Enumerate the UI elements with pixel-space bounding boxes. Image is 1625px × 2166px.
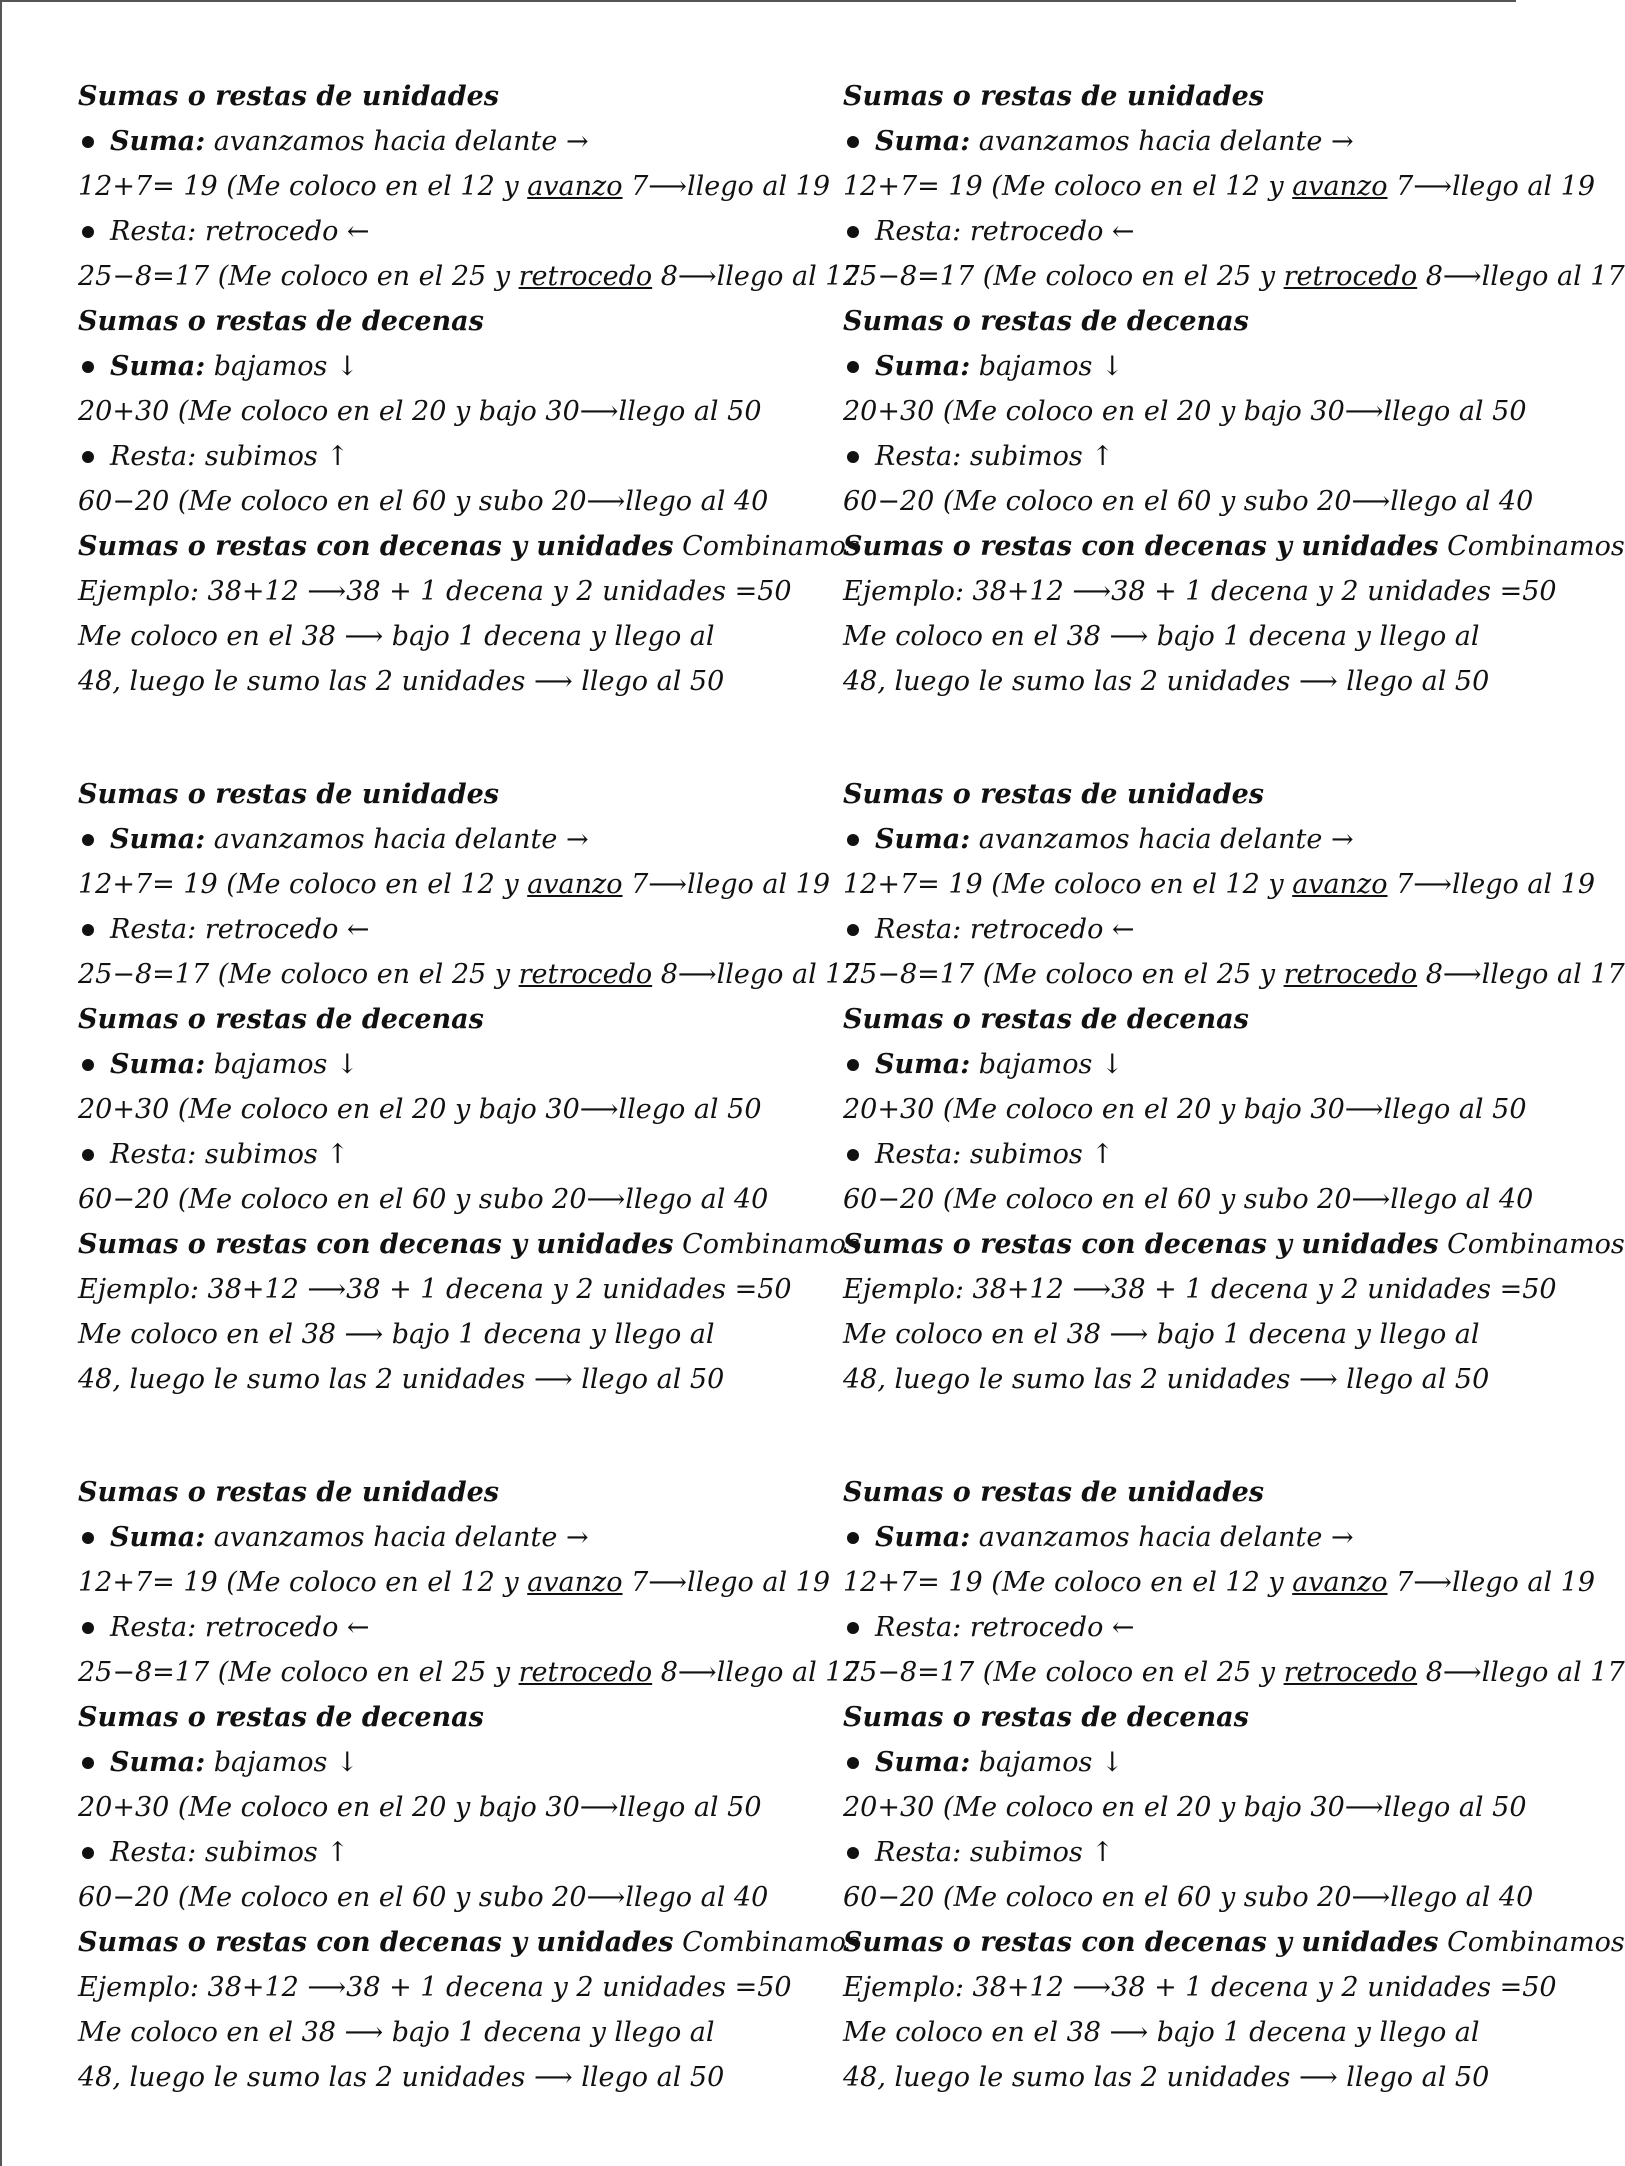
suma-description: bajamos ↓ bbox=[978, 1049, 1124, 1080]
heading-units: Sumas o restas de unidades bbox=[843, 1477, 1264, 1508]
bullet-dot-icon bbox=[82, 451, 94, 463]
suma-label: Suma: bbox=[110, 1522, 206, 1553]
suma-description: bajamos ↓ bbox=[978, 351, 1124, 382]
underlined-word: retrocedo bbox=[518, 261, 653, 292]
example-text: 8⟶llego al 17 bbox=[1417, 959, 1625, 990]
suma-label: Suma: bbox=[110, 1747, 206, 1778]
page-border-top bbox=[0, 0, 1516, 2]
note-card-3 bbox=[78, 772, 860, 1402]
bullet-suma-tens bbox=[843, 1042, 1523, 1087]
bullet-dot-icon bbox=[82, 834, 94, 846]
heading-units: Sumas o restas de unidades bbox=[78, 1477, 499, 1508]
suma-description: avanzamos hacia delante → bbox=[213, 126, 589, 157]
example-text: 8⟶llego al 17 bbox=[1417, 261, 1625, 292]
example-suma-units bbox=[78, 164, 831, 209]
bullet-dot-icon bbox=[847, 451, 859, 463]
suma-label: Suma: bbox=[875, 1049, 971, 1080]
bullet-suma-units bbox=[843, 1515, 1523, 1560]
underlined-word: avanzo bbox=[527, 869, 623, 900]
example-text: 12+7= 19 (Me coloco en el 12 y bbox=[843, 869, 1293, 900]
bullet-resta-tens bbox=[78, 1830, 758, 1875]
bullet-suma-units bbox=[843, 119, 1523, 164]
example-suma-tens: 20+30 (Me coloco en el 20 y bajo 30⟶llego al 50 bbox=[78, 396, 762, 427]
underlined-word: retrocedo bbox=[518, 959, 653, 990]
example-suma-units bbox=[843, 1560, 1596, 1605]
example-suma-units bbox=[843, 164, 1596, 209]
heading-tens: Sumas o restas de decenas bbox=[78, 1004, 484, 1035]
resta-description: subimos ↑ bbox=[204, 441, 349, 472]
heading-combined-title: Sumas o restas con decenas y unidades bbox=[843, 531, 1439, 562]
bullet-dot-icon bbox=[82, 361, 94, 373]
heading-tens: Sumas o restas de decenas bbox=[78, 306, 484, 337]
bullet-dot-icon bbox=[82, 924, 94, 936]
suma-label: Suma: bbox=[875, 126, 971, 157]
suma-description: bajamos ↓ bbox=[213, 1747, 359, 1778]
example-text: 7⟶llego al 19 bbox=[622, 869, 831, 900]
bullet-suma-tens bbox=[78, 1042, 758, 1087]
heading-tens: Sumas o restas de decenas bbox=[843, 1004, 1249, 1035]
heading-combined bbox=[78, 1920, 860, 1965]
heading-combined-tail: Combinamos bbox=[1438, 531, 1625, 562]
resta-description: retrocedo ← bbox=[204, 1612, 370, 1643]
suma-description: bajamos ↓ bbox=[213, 351, 359, 382]
bullet-dot-icon bbox=[82, 1059, 94, 1071]
example-text: 7⟶llego al 19 bbox=[622, 1567, 831, 1598]
example-suma-units bbox=[78, 862, 831, 907]
example-combined-explanation: Me coloco en el 38 ⟶ bajo 1 decena y llego al 48, luego le sumo las 2 unidades ⟶ llego al 50 bbox=[78, 621, 725, 697]
bullet-suma-units bbox=[78, 817, 758, 862]
example-combined-explanation: Me coloco en el 38 ⟶ bajo 1 decena y llego al 48, luego le sumo las 2 unidades ⟶ llego al 50 bbox=[78, 2017, 725, 2093]
page-border-left bbox=[0, 0, 2, 2166]
example-combined: Ejemplo: 38+12 ⟶38 + 1 decena y 2 unidades =50 bbox=[843, 1274, 1557, 1305]
resta-label: Resta: bbox=[110, 1612, 197, 1643]
example-resta-tens: 60−20 (Me coloco en el 60 y subo 20⟶llego al 40 bbox=[843, 486, 1534, 517]
example-combined: Ejemplo: 38+12 ⟶38 + 1 decena y 2 unidades =50 bbox=[78, 1274, 792, 1305]
bullet-resta-units bbox=[78, 1605, 758, 1650]
resta-description: retrocedo ← bbox=[204, 216, 370, 247]
example-suma-units bbox=[843, 862, 1596, 907]
bullet-dot-icon bbox=[847, 1059, 859, 1071]
underlined-word: avanzo bbox=[1292, 1567, 1388, 1598]
example-resta-units bbox=[78, 952, 860, 997]
note-card-6 bbox=[843, 1470, 1625, 2100]
resta-label: Resta: bbox=[875, 1837, 962, 1868]
example-text: 8⟶llego al 17 bbox=[652, 1657, 860, 1688]
resta-description: retrocedo ← bbox=[204, 914, 370, 945]
example-suma-tens: 20+30 (Me coloco en el 20 y bajo 30⟶llego al 50 bbox=[843, 1094, 1527, 1125]
heading-combined-tail: Combinamos bbox=[673, 1229, 860, 1260]
heading-combined-tail: Combinamos bbox=[1438, 1229, 1625, 1260]
example-resta-tens: 60−20 (Me coloco en el 60 y subo 20⟶llego al 40 bbox=[78, 486, 769, 517]
example-text: 8⟶llego al 17 bbox=[652, 959, 860, 990]
example-combined: Ejemplo: 38+12 ⟶38 + 1 decena y 2 unidades =50 bbox=[78, 1972, 792, 2003]
example-combined-explanation: Me coloco en el 38 ⟶ bajo 1 decena y llego al 48, luego le sumo las 2 unidades ⟶ llego al 50 bbox=[843, 621, 1490, 697]
example-resta-units bbox=[843, 952, 1625, 997]
suma-label: Suma: bbox=[875, 1522, 971, 1553]
resta-label: Resta: bbox=[875, 216, 962, 247]
bullet-dot-icon bbox=[82, 1847, 94, 1859]
heading-units: Sumas o restas de unidades bbox=[843, 779, 1264, 810]
example-resta-tens: 60−20 (Me coloco en el 60 y subo 20⟶llego al 40 bbox=[78, 1184, 769, 1215]
note-card-2 bbox=[843, 74, 1625, 704]
heading-units: Sumas o restas de unidades bbox=[843, 81, 1264, 112]
bullet-suma-tens bbox=[78, 1740, 758, 1785]
example-suma-tens: 20+30 (Me coloco en el 20 y bajo 30⟶llego al 50 bbox=[843, 396, 1527, 427]
bullet-resta-tens bbox=[78, 434, 758, 479]
suma-description: avanzamos hacia delante → bbox=[213, 824, 589, 855]
example-suma-tens: 20+30 (Me coloco en el 20 y bajo 30⟶llego al 50 bbox=[78, 1792, 762, 1823]
example-suma-tens: 20+30 (Me coloco en el 20 y bajo 30⟶llego al 50 bbox=[843, 1792, 1527, 1823]
resta-description: retrocedo ← bbox=[969, 914, 1135, 945]
example-text: 12+7= 19 (Me coloco en el 12 y bbox=[78, 1567, 528, 1598]
example-text: 12+7= 19 (Me coloco en el 12 y bbox=[78, 869, 528, 900]
heading-combined-title: Sumas o restas con decenas y unidades bbox=[78, 1229, 674, 1260]
bullet-suma-tens bbox=[843, 1740, 1523, 1785]
bullet-dot-icon bbox=[847, 1532, 859, 1544]
bullet-resta-tens bbox=[843, 1132, 1523, 1177]
example-combined: Ejemplo: 38+12 ⟶38 + 1 decena y 2 unidades =50 bbox=[843, 1972, 1557, 2003]
resta-label: Resta: bbox=[875, 441, 962, 472]
bullet-dot-icon bbox=[82, 1622, 94, 1634]
example-text: 12+7= 19 (Me coloco en el 12 y bbox=[843, 171, 1293, 202]
underlined-word: retrocedo bbox=[1283, 1657, 1418, 1688]
example-text: 7⟶llego al 19 bbox=[1387, 869, 1596, 900]
suma-label: Suma: bbox=[875, 351, 971, 382]
example-text: 25−8=17 (Me coloco en el 25 y bbox=[78, 261, 519, 292]
heading-combined-tail: Combinamos bbox=[1438, 1927, 1625, 1958]
heading-combined-tail: Combinamos bbox=[673, 1927, 860, 1958]
heading-combined-title: Sumas o restas con decenas y unidades bbox=[843, 1229, 1439, 1260]
resta-description: subimos ↑ bbox=[204, 1837, 349, 1868]
underlined-word: avanzo bbox=[1292, 869, 1388, 900]
resta-label: Resta: bbox=[110, 216, 197, 247]
note-card-1 bbox=[78, 74, 860, 704]
example-text: 25−8=17 (Me coloco en el 25 y bbox=[78, 1657, 519, 1688]
example-combined-explanation: Me coloco en el 38 ⟶ bajo 1 decena y llego al 48, luego le sumo las 2 unidades ⟶ llego al 50 bbox=[843, 1319, 1490, 1395]
bullet-dot-icon bbox=[847, 924, 859, 936]
example-text: 8⟶llego al 17 bbox=[652, 261, 860, 292]
note-card-5 bbox=[78, 1470, 860, 2100]
example-combined-explanation: Me coloco en el 38 ⟶ bajo 1 decena y llego al 48, luego le sumo las 2 unidades ⟶ llego al 50 bbox=[78, 1319, 725, 1395]
bullet-dot-icon bbox=[847, 1757, 859, 1769]
underlined-word: retrocedo bbox=[1283, 959, 1418, 990]
example-resta-tens: 60−20 (Me coloco en el 60 y subo 20⟶llego al 40 bbox=[843, 1882, 1534, 1913]
example-text: 7⟶llego al 19 bbox=[622, 171, 831, 202]
heading-combined-tail: Combinamos bbox=[673, 531, 860, 562]
underlined-word: avanzo bbox=[527, 171, 623, 202]
example-resta-units bbox=[843, 1650, 1625, 1695]
resta-label: Resta: bbox=[875, 914, 962, 945]
bullet-dot-icon bbox=[82, 136, 94, 148]
bullet-dot-icon bbox=[847, 361, 859, 373]
bullet-dot-icon bbox=[847, 226, 859, 238]
heading-units: Sumas o restas de unidades bbox=[78, 81, 499, 112]
suma-description: avanzamos hacia delante → bbox=[978, 1522, 1354, 1553]
resta-label: Resta: bbox=[110, 914, 197, 945]
bullet-dot-icon bbox=[847, 1622, 859, 1634]
suma-description: avanzamos hacia delante → bbox=[978, 824, 1354, 855]
example-text: 25−8=17 (Me coloco en el 25 y bbox=[843, 261, 1284, 292]
underlined-word: retrocedo bbox=[1283, 261, 1418, 292]
bullet-dot-icon bbox=[82, 226, 94, 238]
example-resta-units bbox=[78, 254, 860, 299]
bullet-resta-tens bbox=[843, 434, 1523, 479]
example-suma-tens: 20+30 (Me coloco en el 20 y bajo 30⟶llego al 50 bbox=[78, 1094, 762, 1125]
bullet-suma-tens bbox=[843, 344, 1523, 389]
heading-tens: Sumas o restas de decenas bbox=[78, 1702, 484, 1733]
example-suma-units bbox=[78, 1560, 831, 1605]
resta-description: subimos ↑ bbox=[969, 1139, 1114, 1170]
suma-label: Suma: bbox=[110, 1049, 206, 1080]
suma-description: avanzamos hacia delante → bbox=[978, 126, 1354, 157]
resta-description: subimos ↑ bbox=[969, 441, 1114, 472]
bullet-dot-icon bbox=[847, 1149, 859, 1161]
resta-label: Resta: bbox=[875, 1139, 962, 1170]
heading-combined bbox=[843, 1920, 1625, 1965]
bullet-dot-icon bbox=[82, 1149, 94, 1161]
underlined-word: avanzo bbox=[527, 1567, 623, 1598]
example-combined-explanation: Me coloco en el 38 ⟶ bajo 1 decena y llego al 48, luego le sumo las 2 unidades ⟶ llego al 50 bbox=[843, 2017, 1490, 2093]
resta-description: retrocedo ← bbox=[969, 1612, 1135, 1643]
example-resta-units bbox=[843, 254, 1625, 299]
bullet-dot-icon bbox=[82, 1757, 94, 1769]
example-text: 7⟶llego al 19 bbox=[1387, 171, 1596, 202]
heading-combined bbox=[78, 524, 860, 569]
heading-combined bbox=[843, 524, 1625, 569]
example-text: 7⟶llego al 19 bbox=[1387, 1567, 1596, 1598]
bullet-resta-tens bbox=[78, 1132, 758, 1177]
example-resta-units bbox=[78, 1650, 860, 1695]
heading-units: Sumas o restas de unidades bbox=[78, 779, 499, 810]
bullet-resta-units bbox=[843, 907, 1523, 952]
resta-label: Resta: bbox=[875, 1612, 962, 1643]
heading-tens: Sumas o restas de decenas bbox=[843, 1702, 1249, 1733]
suma-description: avanzamos hacia delante → bbox=[213, 1522, 589, 1553]
bullet-resta-units bbox=[78, 209, 758, 254]
underlined-word: avanzo bbox=[1292, 171, 1388, 202]
example-resta-tens: 60−20 (Me coloco en el 60 y subo 20⟶llego al 40 bbox=[843, 1184, 1534, 1215]
resta-label: Resta: bbox=[110, 1837, 197, 1868]
note-card-4 bbox=[843, 772, 1625, 1402]
suma-label: Suma: bbox=[110, 126, 206, 157]
heading-combined bbox=[78, 1222, 860, 1267]
resta-label: Resta: bbox=[110, 441, 197, 472]
heading-combined-title: Sumas o restas con decenas y unidades bbox=[78, 1927, 674, 1958]
heading-tens: Sumas o restas de decenas bbox=[843, 306, 1249, 337]
bullet-resta-units bbox=[78, 907, 758, 952]
heading-combined bbox=[843, 1222, 1625, 1267]
resta-description: retrocedo ← bbox=[969, 216, 1135, 247]
bullet-dot-icon bbox=[847, 1847, 859, 1859]
suma-description: bajamos ↓ bbox=[213, 1049, 359, 1080]
suma-label: Suma: bbox=[875, 824, 971, 855]
resta-description: subimos ↑ bbox=[969, 1837, 1114, 1868]
example-text: 25−8=17 (Me coloco en el 25 y bbox=[78, 959, 519, 990]
suma-description: bajamos ↓ bbox=[978, 1747, 1124, 1778]
heading-combined-title: Sumas o restas con decenas y unidades bbox=[78, 531, 674, 562]
resta-label: Resta: bbox=[110, 1139, 197, 1170]
bullet-resta-tens bbox=[843, 1830, 1523, 1875]
bullet-suma-units bbox=[843, 817, 1523, 862]
suma-label: Suma: bbox=[875, 1747, 971, 1778]
bullet-resta-units bbox=[843, 209, 1523, 254]
heading-combined-title: Sumas o restas con decenas y unidades bbox=[843, 1927, 1439, 1958]
bullet-suma-units bbox=[78, 119, 758, 164]
example-text: 8⟶llego al 17 bbox=[1417, 1657, 1625, 1688]
bullet-suma-units bbox=[78, 1515, 758, 1560]
suma-label: Suma: bbox=[110, 351, 206, 382]
example-text: 25−8=17 (Me coloco en el 25 y bbox=[843, 959, 1284, 990]
example-combined: Ejemplo: 38+12 ⟶38 + 1 decena y 2 unidades =50 bbox=[843, 576, 1557, 607]
resta-description: subimos ↑ bbox=[204, 1139, 349, 1170]
bullet-dot-icon bbox=[847, 834, 859, 846]
example-text: 25−8=17 (Me coloco en el 25 y bbox=[843, 1657, 1284, 1688]
underlined-word: retrocedo bbox=[518, 1657, 653, 1688]
bullet-resta-units bbox=[843, 1605, 1523, 1650]
suma-label: Suma: bbox=[110, 824, 206, 855]
example-text: 12+7= 19 (Me coloco en el 12 y bbox=[78, 171, 528, 202]
bullet-suma-tens bbox=[78, 344, 758, 389]
example-resta-tens: 60−20 (Me coloco en el 60 y subo 20⟶llego al 40 bbox=[78, 1882, 769, 1913]
example-combined: Ejemplo: 38+12 ⟶38 + 1 decena y 2 unidades =50 bbox=[78, 576, 792, 607]
bullet-dot-icon bbox=[82, 1532, 94, 1544]
bullet-dot-icon bbox=[847, 136, 859, 148]
example-text: 12+7= 19 (Me coloco en el 12 y bbox=[843, 1567, 1293, 1598]
